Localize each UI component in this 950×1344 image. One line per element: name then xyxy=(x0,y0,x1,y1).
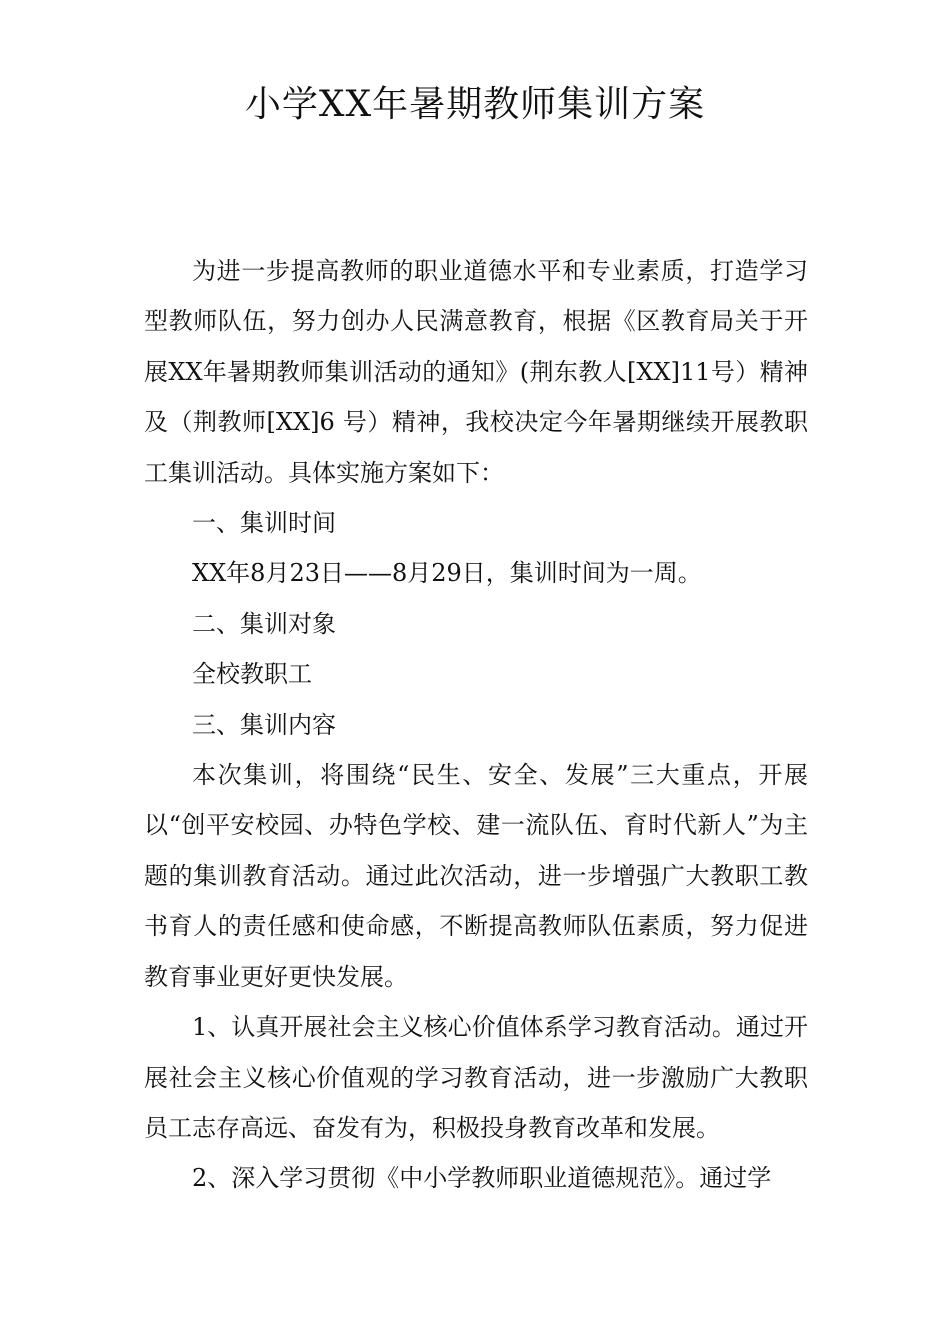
section-heading-content: 三、集训内容 xyxy=(192,710,336,739)
content-item-2: 2、深入学习贯彻《中小学教师职业道德规范》。通过学 xyxy=(192,1164,772,1193)
document-title: 小学XX年暑期教师集训方案 xyxy=(244,84,706,125)
intro-paragraph: 为进一步提高教师的职业道德水平和专业素质，打造学习型教师队伍，努力创办人民满意教育，根据《区教育局关于开展XX年暑期教师集训活动的通知》(荆东教人[XX]11号）精神及（荆教师[XX]6 号）精神，我校决定今年暑期继续开展教职工集训活动。具体实施方案如下： xyxy=(144,257,808,487)
section-heading-target: 二、集训对象 xyxy=(192,609,336,638)
training-time-paragraph: XX年8月23日——8月29日，集训时间为一周。 xyxy=(192,559,702,588)
section-heading-time: 一、集训时间 xyxy=(192,509,336,538)
document-body xyxy=(144,246,808,1204)
training-target-paragraph: 全校教职工 xyxy=(192,660,312,689)
content-item-1: 1、认真开展社会主义核心价值体系学习教育活动。通过开展社会主义核心价值观的学习教育活动，进一步激励广大教职员工志存高远、奋发有为，积极投身教育改革和发展。 xyxy=(144,1013,808,1142)
training-content-paragraph: 本次集训，将围绕“民生、安全、发展”三大重点，开展以“创平安校园、办特色学校、建一流队伍、育时代新人”为主题的集训教育活动。通过此次活动，进一步增强广大教职工教书育人的责任感和使命感，不断提高教师队伍素质，努力促进教育事业更好更快发展。 xyxy=(144,761,808,991)
